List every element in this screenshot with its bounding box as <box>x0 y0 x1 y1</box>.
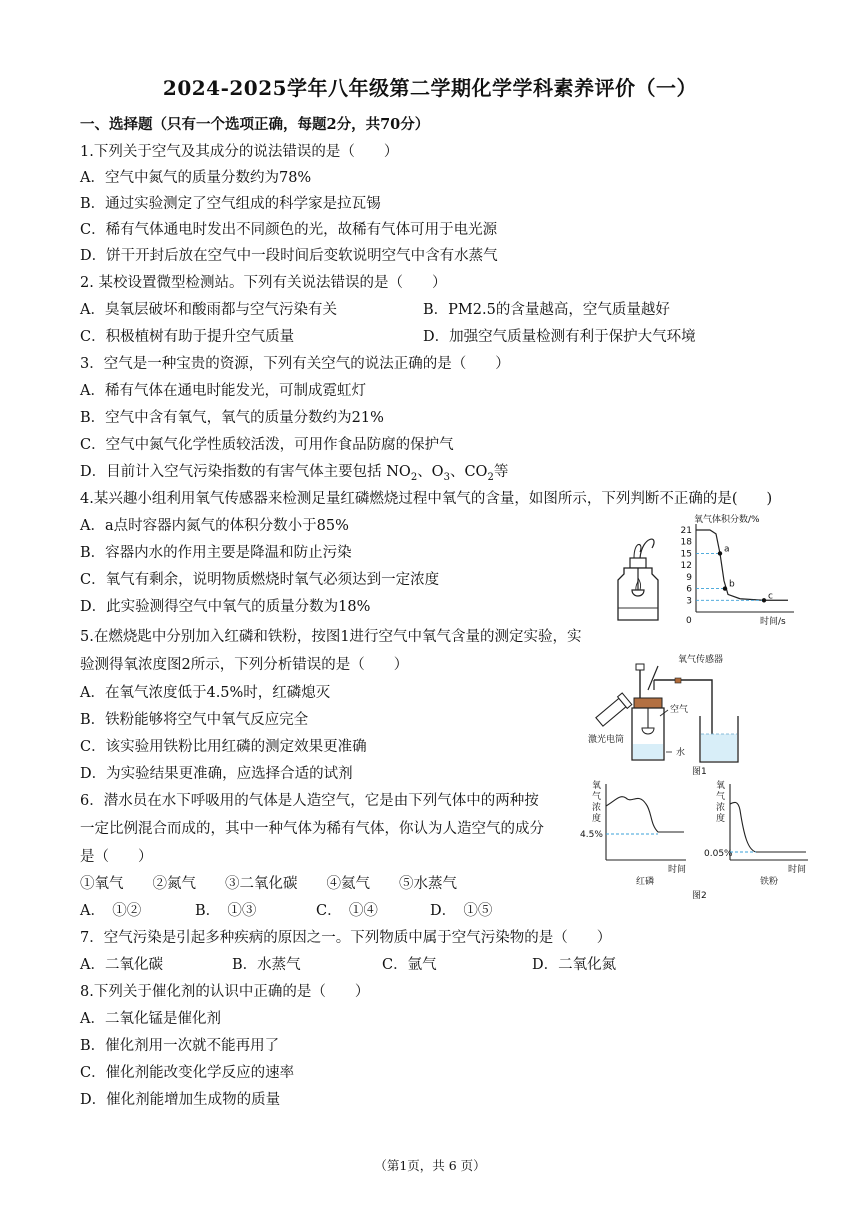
q4-point-b <box>723 586 727 590</box>
fig2-left-value: 4.5% <box>580 830 603 840</box>
q7-option-b: B．水蒸气 <box>232 957 301 973</box>
fig2-right-xlabel: 时间 <box>788 865 807 875</box>
q8-option-d: D．催化剂能增加生成物的质量 <box>80 1092 281 1108</box>
fig1-laser-label: 激光电筒 <box>588 735 625 745</box>
q4-ytick-label: 9 <box>686 572 692 583</box>
q7-stem: 7．空气污染是引起多种疾病的原因之一。下列物质中属于空气污染物的是（ ） <box>80 930 612 946</box>
q2-option-a: A．臭氧层破坏和酸雨都与空气污染有关 <box>80 302 337 318</box>
q7-option-d: D．二氧化氮 <box>532 957 617 973</box>
q7-option-a: A．二氧化碳 <box>80 957 163 973</box>
fig1-air-label: 空气 <box>670 705 689 715</box>
q4-point-c <box>762 598 766 602</box>
q4-ytick-label: 15 <box>680 549 692 560</box>
q5-stem-line2: 验测得氧浓度图2所示，下列分析错误的是（ ） <box>80 657 409 673</box>
q6-stem-line1: 6．潜水员在水下呼吸用的气体是人造空气，它是由下列气体中的两种按 <box>80 793 539 809</box>
q4-ytick-label: 18 <box>680 537 692 548</box>
q4-option-c: C．氧气有剩余，说明物质燃烧时氧气必须达到一定浓度 <box>80 572 440 588</box>
q2-option-d: D．加强空气质量检测有利于保护大气环境 <box>423 329 696 345</box>
page-title: 2024-2025学年八年级第二学期化学学科素养评价（一） <box>162 76 698 100</box>
q4-chart-ylabel: 氧气体积分数/% <box>694 515 760 525</box>
q4-oxygen-chart <box>672 512 802 630</box>
svg-text:氧 气 浓 度: 氧 气 浓 度 <box>716 781 726 824</box>
q4-oxygen-curve <box>696 530 788 600</box>
q5-figure-2 <box>580 776 815 902</box>
q4-ytick-label: 3 <box>686 596 692 607</box>
q2-stem: 2. 某校设置微型检测站。下列有关说法错误的是（ ） <box>80 275 447 291</box>
q6-option-c: C． ①④ <box>316 903 378 919</box>
q1-option-c: C．稀有气体通电时发出不同颜色的光，故稀有气体可用于电光源 <box>80 222 498 238</box>
fig2-right-name: 铁粉 <box>760 877 779 887</box>
q5-option-a: A．在氧气浓度低于4.5%时，红磷熄灭 <box>80 685 331 701</box>
q4-point-label-b: b <box>729 579 735 590</box>
q3-option-d: D．目前计入空气污染指数的有害气体主要包括 $NO_2$、$O_3$、$CO_2$等 <box>80 464 509 483</box>
q3-option-a: A．稀有气体在通电时能发光，可制成霓虹灯 <box>80 383 366 399</box>
q1-option-a: A．空气中氮气的质量分数约为78% <box>80 170 312 186</box>
q1-option-b: B．通过实验测定了空气组成的科学家是拉瓦锡 <box>80 196 381 212</box>
q4-stem: 4.某兴趣小组利用氧气传感器来检测足量红磷燃烧过程中氧气的含量，如图所示，下列判断不正确的是( ) <box>80 491 773 507</box>
q6-option-a: A． ①② <box>80 903 142 919</box>
page-footer: （第1页，共 6 页） <box>374 1158 486 1173</box>
q4-ytick-label: 12 <box>680 561 692 572</box>
fig2-right-value: 0.05% <box>704 849 733 859</box>
q2-option-b: B．PM2.5的含量越高，空气质量越好 <box>423 302 670 318</box>
q3-option-c: C．空气中氮气化学性质较活泼，可用作食品防腐的保护气 <box>80 437 454 453</box>
fig1-water-label: 水 <box>676 748 686 758</box>
q1-stem: 1.下列关于空气及其成分的说法错误的是（ ） <box>80 144 399 160</box>
fig1-sensor-label: 氧气传感器 <box>678 655 724 665</box>
q2-option-c: C．积极植树有助于提升空气质量 <box>80 329 295 345</box>
fig2-left-ylabel-4: 度 <box>592 814 602 824</box>
q4-chart-origin: 0 <box>686 616 692 626</box>
q7-option-c: C．氩气 <box>382 957 437 973</box>
q4-apparatus-figure <box>608 528 668 628</box>
q6-stem-line2: 一定比例混合而成的，其中一种气体为稀有气体，你认为人造空气的成分 <box>80 821 544 837</box>
q5-option-c: C．该实验用铁粉比用红磷的测定效果更准确 <box>80 739 367 755</box>
q5-figure-1 <box>588 650 778 778</box>
fig2-left-ylabel-2: 气 <box>592 792 602 802</box>
q8-option-c: C．催化剂能改变化学反应的速率 <box>80 1065 295 1081</box>
q6-stem-line3: 是（ ） <box>80 849 153 865</box>
q4-ytick-label: 6 <box>686 584 692 595</box>
section-heading: 一、选择题（只有一个选项正确，每题2分，共70分） <box>80 116 430 133</box>
q5-stem-line1: 5.在燃烧匙中分别加入红磷和铁粉，按图1进行空气中氧气含量的测定实验，实 <box>80 629 582 645</box>
q8-option-b: B．催化剂用一次就不能再用了 <box>80 1038 280 1054</box>
q4-chart-xlabel: 时间/s <box>760 617 786 627</box>
q8-option-a: A．二氧化锰是催化剂 <box>80 1011 221 1027</box>
q4-point-a <box>718 551 722 555</box>
q6-items: ①氧气 ②氮气 ③二氧化碳 ④氦气 ⑤水蒸气 <box>80 876 457 892</box>
q4-point-label-a: a <box>724 544 730 555</box>
fig2-left-xlabel: 时间 <box>668 865 687 875</box>
q1-option-d: D．饼干开封后放在空气中一段时间后变软说明空气中含有水蒸气 <box>80 248 498 264</box>
q8-stem: 8.下列关于催化剂的认识中正确的是（ ） <box>80 984 370 1000</box>
fig2-left-ylabel-3: 浓 <box>592 803 602 813</box>
q4-option-a: A．a点时容器内氮气的体积分数小于85% <box>80 518 349 534</box>
q3-option-b: B．空气中含有氧气，氧气的质量分数约为21% <box>80 410 384 426</box>
q6-option-d: D． ①⑤ <box>430 903 493 919</box>
q5-option-b: B．铁粉能够将空气中氧气反应完全 <box>80 712 309 728</box>
q4-option-b: B．容器内水的作用主要是降温和防止污染 <box>80 545 352 561</box>
fig1-caption: 图1 <box>692 767 707 777</box>
fig2-caption: 图2 <box>692 891 707 901</box>
fig2-left-name: 红磷 <box>636 877 655 887</box>
svg-text:氧 气 浓 度 <box>592 779 604 824</box>
q6-option-b: B． ①③ <box>195 903 257 919</box>
q5-option-d: D．为实验结果更准确，应选择合适的试剂 <box>80 766 353 782</box>
q4-ytick-label: 21 <box>680 526 692 536</box>
fig2-left-ylabel-1: 氧 <box>592 781 602 791</box>
q4-point-label-c: c <box>768 591 773 602</box>
q4-option-d: D．此实验测得空气中氧气的质量分数为18% <box>80 599 371 615</box>
q3-stem: 3．空气是一种宝贵的资源，下列有关空气的说法正确的是（ ） <box>80 356 510 372</box>
